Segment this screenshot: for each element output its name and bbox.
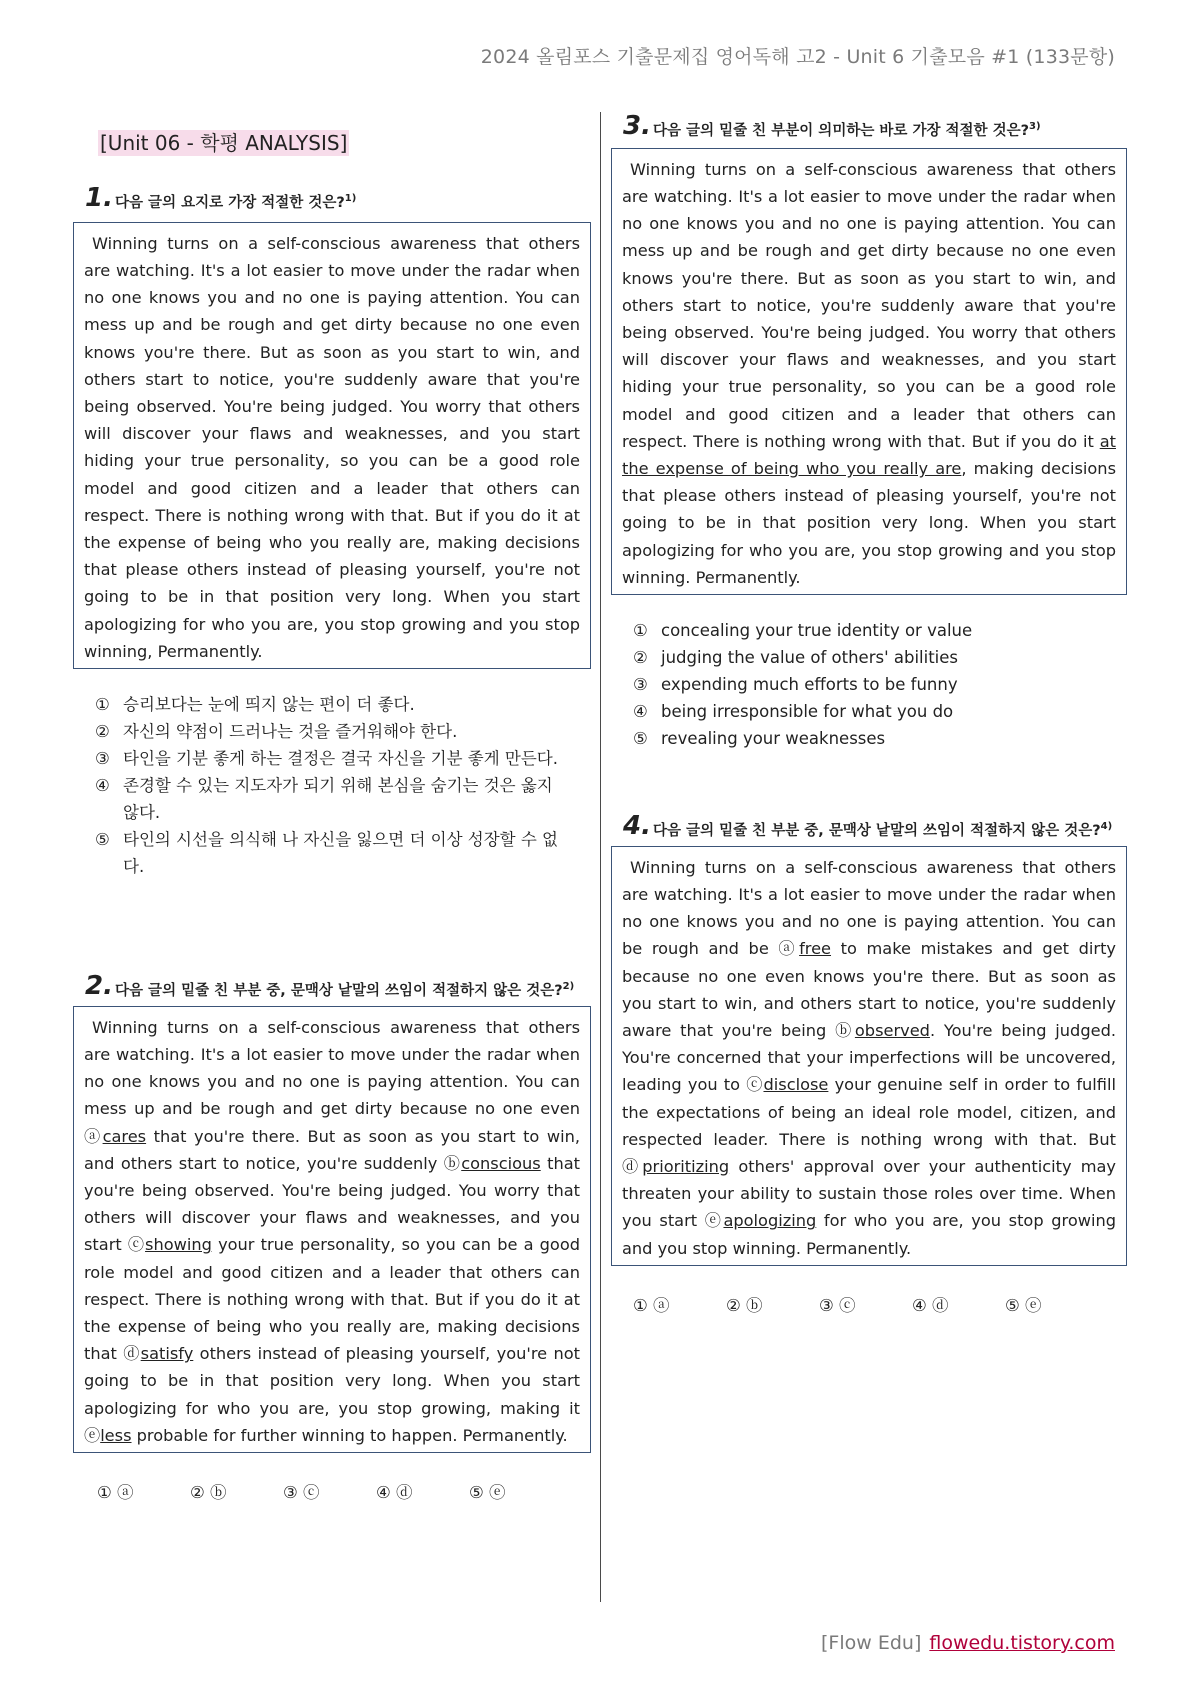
- passage-text: that you're there. But as soon as you start to win, and others start to notice, you're suddenly: [84, 1126, 580, 1173]
- section-title: [Unit 06 - 학평 ANALYSIS]: [100, 131, 348, 155]
- marker-c: ⓒ: [746, 1075, 764, 1095]
- prompt-text: 다음 글의 밑줄 친 부분 중, 문맥상 낱말의 쓰임이 적절하지 않은 것은?: [653, 822, 1101, 839]
- option-text: expending much efforts to be funny: [661, 675, 958, 695]
- choice-3[interactable]: ③ ⓒ: [283, 1483, 320, 1503]
- underlined-phrase: at the expense of being who you really are: [622, 431, 1116, 479]
- option-5[interactable]: [95, 826, 563, 880]
- choice-4[interactable]: ④ ⓓ: [376, 1483, 413, 1503]
- passage-text: probable for further winning to happen. Permanently.: [131, 1425, 568, 1445]
- underlined-word-a: cares: [102, 1126, 147, 1146]
- option-text: 존경할 수 있는 지도자가 되기 위해 본심을 숨기는 것은 옳지 않다.: [123, 776, 553, 823]
- question-2-passage: [73, 1006, 591, 1453]
- underlined-word-c: disclose: [763, 1075, 829, 1095]
- question-3-passage: [611, 148, 1127, 595]
- option-5[interactable]: [633, 725, 1127, 752]
- question-2-header: [85, 972, 591, 1002]
- marker-b: ⓑ: [835, 1021, 855, 1041]
- passage-text: to make mistakes and get dirty because no one even knows you're there. But as soon as you start to win, and others start to notice, you're suddenly aware that you're being: [622, 939, 1116, 1041]
- footnote-mark: 1): [344, 193, 357, 204]
- option-text: concealing your true identity or value: [661, 621, 973, 641]
- option-1[interactable]: [633, 617, 1127, 644]
- option-number: ①: [95, 695, 110, 715]
- option-text: judging the value of others' abilities: [661, 648, 959, 668]
- choice-2[interactable]: ② ⓑ: [190, 1483, 227, 1503]
- question-number: 4.: [623, 811, 651, 841]
- underlined-word-c: showing: [145, 1235, 212, 1255]
- option-1[interactable]: [95, 691, 563, 718]
- question-4: [611, 812, 1127, 1316]
- prompt-text: 다음 글의 밑줄 친 부분이 의미하는 바로 가장 적절한 것은?: [653, 122, 1030, 139]
- footnote-mark: 3): [1029, 121, 1041, 132]
- option-number: ③: [633, 675, 648, 695]
- question-1-passage: Winning turns on a self-conscious awareness that others are watching. It's a lot easier to move under the radar when no one knows you and no one is paying attention. You can mess up and be rough and get dirty because no one even knows you're there. But as soon as you start to win, and others start to notice, you're suddenly aware that you're being observed. You're being judged. You worry that others will discover your flaws and weaknesses, and you start hiding your true personality, so you can be a good role model and good citizen and a leader that others can respect. There is nothing wrong with that. But if you do it at the expense of being who you really are, making decisions that please others instead of pleasing yourself, you're not going to be in that position very long. When you start apologizing for who you are, you stop growing and you stop winning, Permanently.: [73, 222, 591, 669]
- marker-e: ⓔ: [704, 1211, 724, 1231]
- marker-e: ⓔ: [84, 1425, 101, 1445]
- choice-2[interactable]: ② ⓑ: [726, 1295, 763, 1315]
- question-number: 1.: [85, 183, 113, 213]
- choice-1[interactable]: ① ⓐ: [633, 1295, 670, 1315]
- question-3: [611, 112, 1127, 752]
- marker-b: ⓑ: [443, 1153, 462, 1173]
- passage-text: others instead of pleasing yourself, you're not going to be in that position very long. When you start apologizing for who you are, you stop growing, making it: [84, 1344, 580, 1418]
- underlined-word-b: observed: [854, 1021, 930, 1041]
- choice-5[interactable]: ⑤ ⓔ: [469, 1483, 506, 1503]
- option-number: ③: [95, 749, 110, 769]
- left-column: [73, 108, 591, 880]
- question-number: 2.: [85, 971, 113, 1001]
- page-footer: [821, 1632, 1115, 1654]
- option-number: ②: [95, 722, 110, 742]
- option-2[interactable]: [633, 644, 1127, 671]
- passage-text: for who you are, you stop growing and you stop winning. Permanently.: [622, 1211, 1116, 1258]
- prompt-text: 다음 글의 밑줄 친 부분 중, 문맥상 낱말의 쓰임이 적절하지 않은 것은?: [115, 982, 563, 999]
- page-header: 2024 올림포스 기출문제집 영어독해 고2 - Unit 6 기출모음 #1 (133문항): [480, 46, 1115, 68]
- underlined-word-a: free: [799, 939, 832, 959]
- footnote-mark: 2): [562, 981, 575, 992]
- question-prompt: [115, 184, 591, 214]
- option-number: ⑤: [633, 729, 648, 749]
- underlined-word-b: conscious: [461, 1153, 541, 1173]
- marker-a: ⓐ: [84, 1126, 103, 1146]
- column-divider: [600, 112, 601, 1602]
- option-text: revealing your weaknesses: [661, 729, 886, 749]
- option-number: ②: [633, 648, 648, 668]
- option-number: ④: [95, 776, 110, 796]
- option-text: 타인의 시선을 의식해 나 자신을 잃으면 더 이상 성장할 수 없다.: [123, 830, 558, 877]
- question-prompt: [115, 972, 591, 1002]
- question-1-options: [73, 691, 563, 880]
- option-number: ①: [633, 621, 648, 641]
- question-4-passage: [611, 846, 1127, 1266]
- question-number: 3.: [623, 111, 651, 141]
- option-3[interactable]: [633, 671, 1127, 698]
- footnote-mark: 4): [1100, 821, 1113, 832]
- passage-text: others' approval over your authenticity may threaten your ability to sustain those roles over time. When you start: [622, 1157, 1117, 1231]
- passage-text: that you're being observed. You're being judged. You worry that others will discover your flaws and weaknesses, and you start: [84, 1153, 580, 1255]
- choice-3[interactable]: ③ ⓒ: [819, 1295, 856, 1315]
- marker-a: ⓐ: [778, 939, 800, 959]
- question-2: [73, 972, 591, 1503]
- footer-brand: [Flow Edu]: [821, 1632, 922, 1654]
- option-2[interactable]: [95, 718, 563, 745]
- marker-c: ⓒ: [127, 1235, 146, 1255]
- option-4[interactable]: [633, 698, 1127, 725]
- option-3[interactable]: [95, 745, 563, 772]
- option-text: 승리보다는 눈에 띄지 않는 편이 더 좋다.: [123, 695, 415, 715]
- question-4-choices: [611, 1292, 1127, 1316]
- question-1-header: [85, 184, 591, 214]
- passage-text: Winning turns on a self-conscious awareness that others are watching. It's a lot easier to move under the radar when no one knows you and no one is paying attention. You can be rough and be: [622, 857, 1116, 959]
- passage-text: . You're being judged. You're concerned that your imperfections will be uncovered, leading you to: [622, 1021, 1116, 1095]
- choice-5[interactable]: ⑤ ⓔ: [1005, 1295, 1042, 1315]
- passage-text: , making decisions that please others instead of pleasing yourself, you're not going to be in that position very long. When you start apologizing for who you are, you stop growing and you stop winning. Permanently.: [622, 459, 1116, 587]
- prompt-text: 다음 글의 요지로 가장 적절한 것은?: [115, 194, 345, 211]
- underlined-word-e: apologizing: [723, 1211, 817, 1231]
- passage-text: your genuine self in order to fulfill the expectations of being an ideal role model, citizen, and respected leader. There is nothing wrong with that. But: [622, 1075, 1116, 1149]
- option-text: 자신의 약점이 드러나는 것을 즐거워해야 한다.: [123, 722, 458, 742]
- option-number: ④: [633, 702, 648, 722]
- question-2-choices: [73, 1479, 591, 1503]
- question-prompt: [653, 812, 1127, 842]
- passage-text: Winning turns on a self-conscious awareness that others are watching. It's a lot easier to move under the radar when no one knows you and no one is paying attention. You can mess up and be rough and get dirty because no one even: [84, 1017, 580, 1119]
- question-prompt: [653, 112, 1127, 142]
- marker-d: ⓓ: [123, 1344, 141, 1364]
- passage-text: Winning turns on a self-conscious awareness that others are watching. It's a lot easier to move under the radar when no one knows you and no one is paying attention. You can mess up and be rough and get dirty because no one even knows you're there. But as soon as you start to win, and others start to notice, you're suddenly aware that you're being observed. You're being judged. You worry that others will discover your flaws and weaknesses, and you start hiding your true personality, so you can be a good role model and good citizen and a leader that others can respect. There is nothing wrong with that. But if you do it: [622, 159, 1116, 451]
- underlined-word-d: prioritizing: [642, 1157, 730, 1177]
- option-4[interactable]: [95, 772, 563, 826]
- option-text: 타인을 기분 좋게 하는 결정은 결국 자신을 기분 좋게 만든다.: [123, 749, 558, 769]
- choice-4[interactable]: ④ ⓓ: [912, 1295, 949, 1315]
- footer-link[interactable]: flowedu.tistory.com: [929, 1632, 1115, 1654]
- underlined-word-d: satisfy: [140, 1344, 194, 1364]
- question-3-options: [611, 617, 1127, 752]
- question-3-header: [623, 112, 1127, 142]
- option-text: being irresponsible for what you do: [661, 702, 954, 722]
- marker-d: ⓓ: [622, 1157, 643, 1177]
- choice-1[interactable]: ① ⓐ: [97, 1483, 134, 1503]
- question-4-header: [623, 812, 1127, 842]
- passage-text: your true personality, so you can be a good role model and good citizen and a leader that others can respect. There is nothing wrong with that. But if you do it at the expense of being who you really are, making decisions that: [84, 1235, 580, 1364]
- option-number: ⑤: [95, 830, 110, 850]
- underlined-word-e: less: [100, 1425, 132, 1445]
